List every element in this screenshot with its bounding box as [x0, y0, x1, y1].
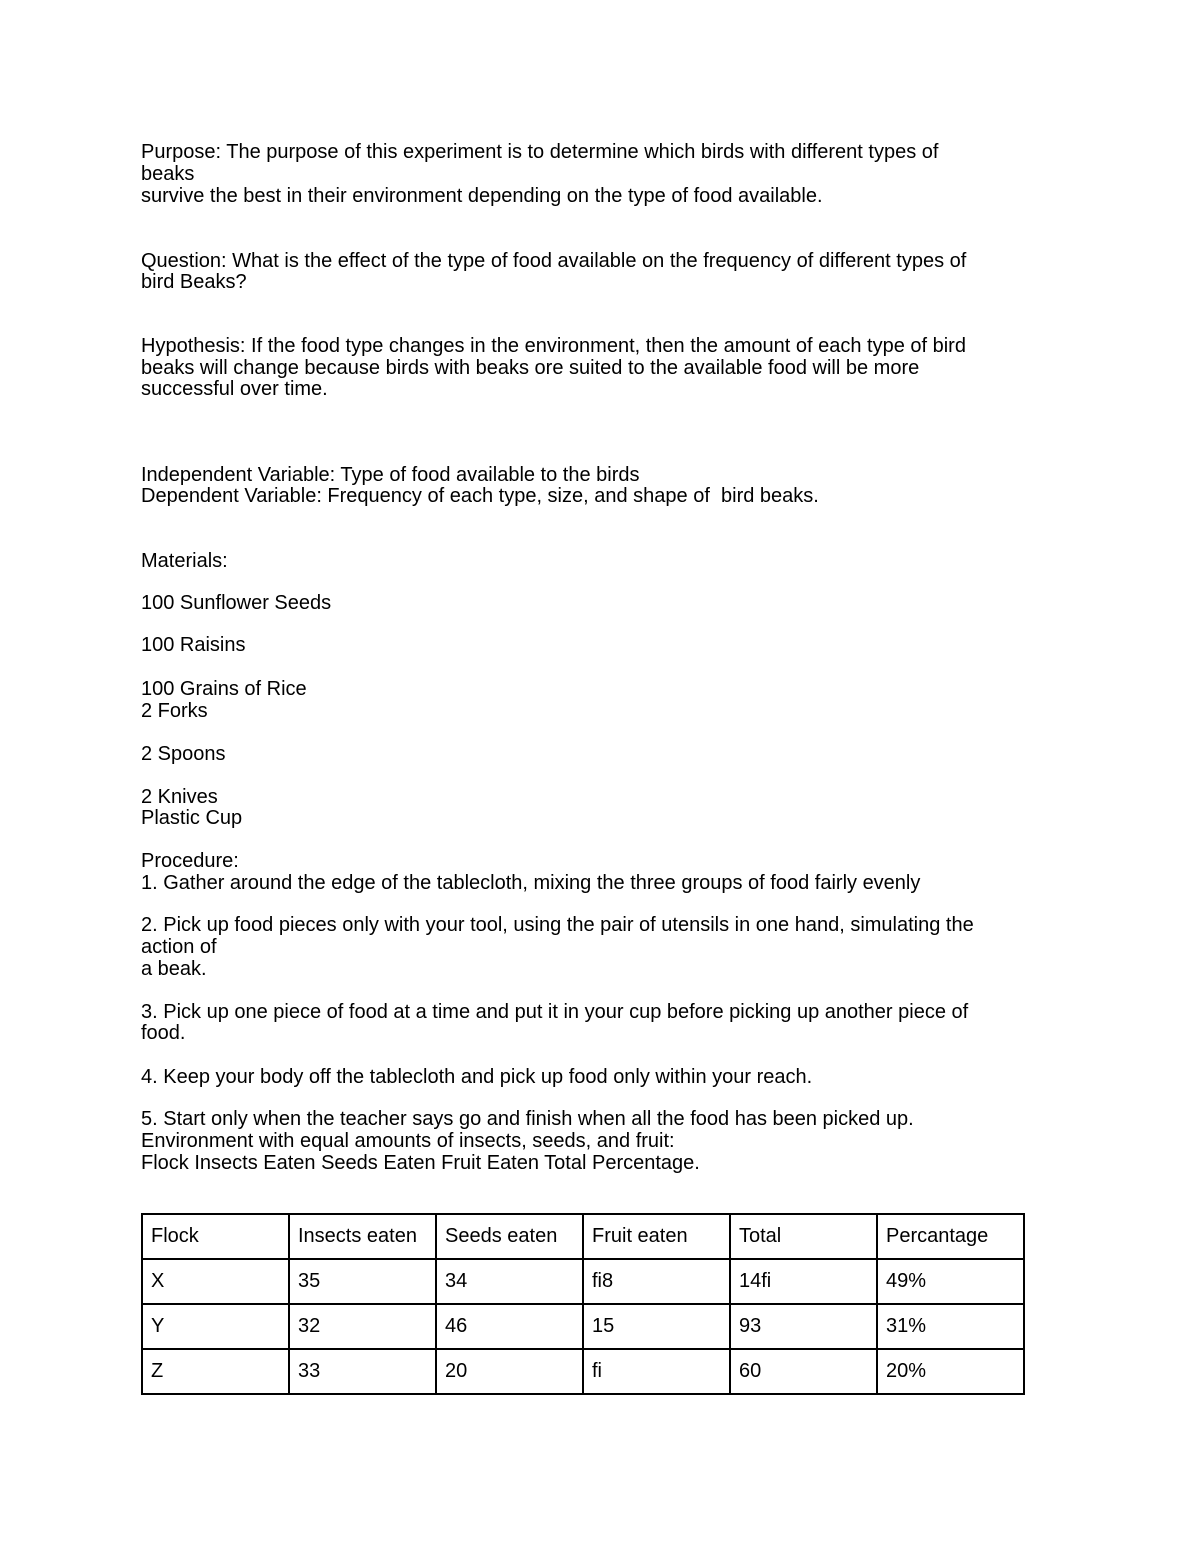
- procedure-step-2-line-2: action of: [141, 936, 217, 958]
- table-cell: Z: [142, 1349, 289, 1394]
- materials-item: Plastic Cup: [141, 807, 243, 829]
- procedure-step-1: 1. Gather around the edge of the tablecloth, mixing the three groups of food fairly evenly: [141, 872, 921, 894]
- table-cell: 60: [730, 1349, 877, 1394]
- table-cell: 31%: [877, 1304, 1024, 1349]
- question-line-1: Question: What is the effect of the type of food available on the frequency of different types of: [141, 250, 967, 272]
- purpose-line-3: survive the best in their environment depending on the type of food available.: [141, 185, 823, 207]
- materials-item: 100 Grains of Rice: [141, 678, 307, 700]
- materials-heading: Materials:: [141, 550, 228, 572]
- table-row: [142, 1304, 1024, 1349]
- table-cell: 93: [730, 1304, 877, 1349]
- table-cell: 34: [436, 1259, 583, 1304]
- materials-item: 2 Forks: [141, 700, 208, 722]
- procedure-step-4: 4. Keep your body off the tablecloth and pick up food only within your reach.: [141, 1066, 813, 1088]
- materials-item: 100 Raisins: [141, 634, 246, 656]
- environment-line-1: Environment with equal amounts of insects, seeds, and fruit:: [141, 1130, 675, 1152]
- hypothesis-line-3: successful over time.: [141, 378, 328, 400]
- table-row: [142, 1259, 1024, 1304]
- table-cell: 49%: [877, 1259, 1024, 1304]
- table-cell: 20%: [877, 1349, 1024, 1394]
- hypothesis-line-1: Hypothesis: If the food type changes in the environment, then the amount of each type of bird: [141, 335, 966, 357]
- materials-item: 100 Sunflower Seeds: [141, 592, 332, 614]
- header-cell: Total: [730, 1214, 877, 1259]
- header-cell: Fruit eaten: [583, 1214, 730, 1259]
- results-table: [141, 1213, 1025, 1395]
- table-cell: 46: [436, 1304, 583, 1349]
- header-cell: Flock: [142, 1214, 289, 1259]
- table-cell: 35: [289, 1259, 436, 1304]
- table-row: [142, 1349, 1024, 1394]
- header-cell: Seeds eaten: [436, 1214, 583, 1259]
- table-cell: 15: [583, 1304, 730, 1349]
- procedure-step-2-line-3: a beak.: [141, 958, 207, 980]
- table-cell: Y: [142, 1304, 289, 1349]
- table-cell: fi: [583, 1349, 730, 1394]
- question-line-2: bird Beaks?: [141, 271, 247, 293]
- table-cell: X: [142, 1259, 289, 1304]
- dependent-variable: Dependent Variable: Frequency of each type, size, and shape of bird beaks.: [141, 485, 819, 507]
- table-cell: 14fi: [730, 1259, 877, 1304]
- table-cell: 33: [289, 1349, 436, 1394]
- header-cell: Insects eaten: [289, 1214, 436, 1259]
- purpose-line-2: beaks: [141, 163, 195, 185]
- procedure-step-3-line-1: 3. Pick up one piece of food at a time and put it in your cup before picking up another piece of: [141, 1001, 969, 1023]
- procedure-step-3-line-2: food.: [141, 1022, 186, 1044]
- procedure-step-2-line-1: 2. Pick up food pieces only with your tool, using the pair of utensils in one hand, simulating the: [141, 914, 974, 936]
- header-cell: Percantage: [877, 1214, 1024, 1259]
- hypothesis-line-2: beaks will change because birds with beaks ore suited to the available food will be more: [141, 357, 920, 379]
- table-cell: fi8: [583, 1259, 730, 1304]
- procedure-heading: Procedure:: [141, 850, 239, 872]
- independent-variable: Independent Variable: Type of food available to the birds: [141, 464, 640, 486]
- table-cell: 20: [436, 1349, 583, 1394]
- environment-line-2: Flock Insects Eaten Seeds Eaten Fruit Eaten Total Percentage.: [141, 1152, 700, 1174]
- table-cell: 32: [289, 1304, 436, 1349]
- purpose-line-1: Purpose: The purpose of this experiment is to determine which birds with different types of: [141, 141, 939, 163]
- procedure-step-5: 5. Start only when the teacher says go and finish when all the food has been picked up.: [141, 1108, 914, 1130]
- materials-item: 2 Knives: [141, 786, 218, 808]
- table-header-row: [142, 1214, 1024, 1259]
- materials-item: 2 Spoons: [141, 743, 226, 765]
